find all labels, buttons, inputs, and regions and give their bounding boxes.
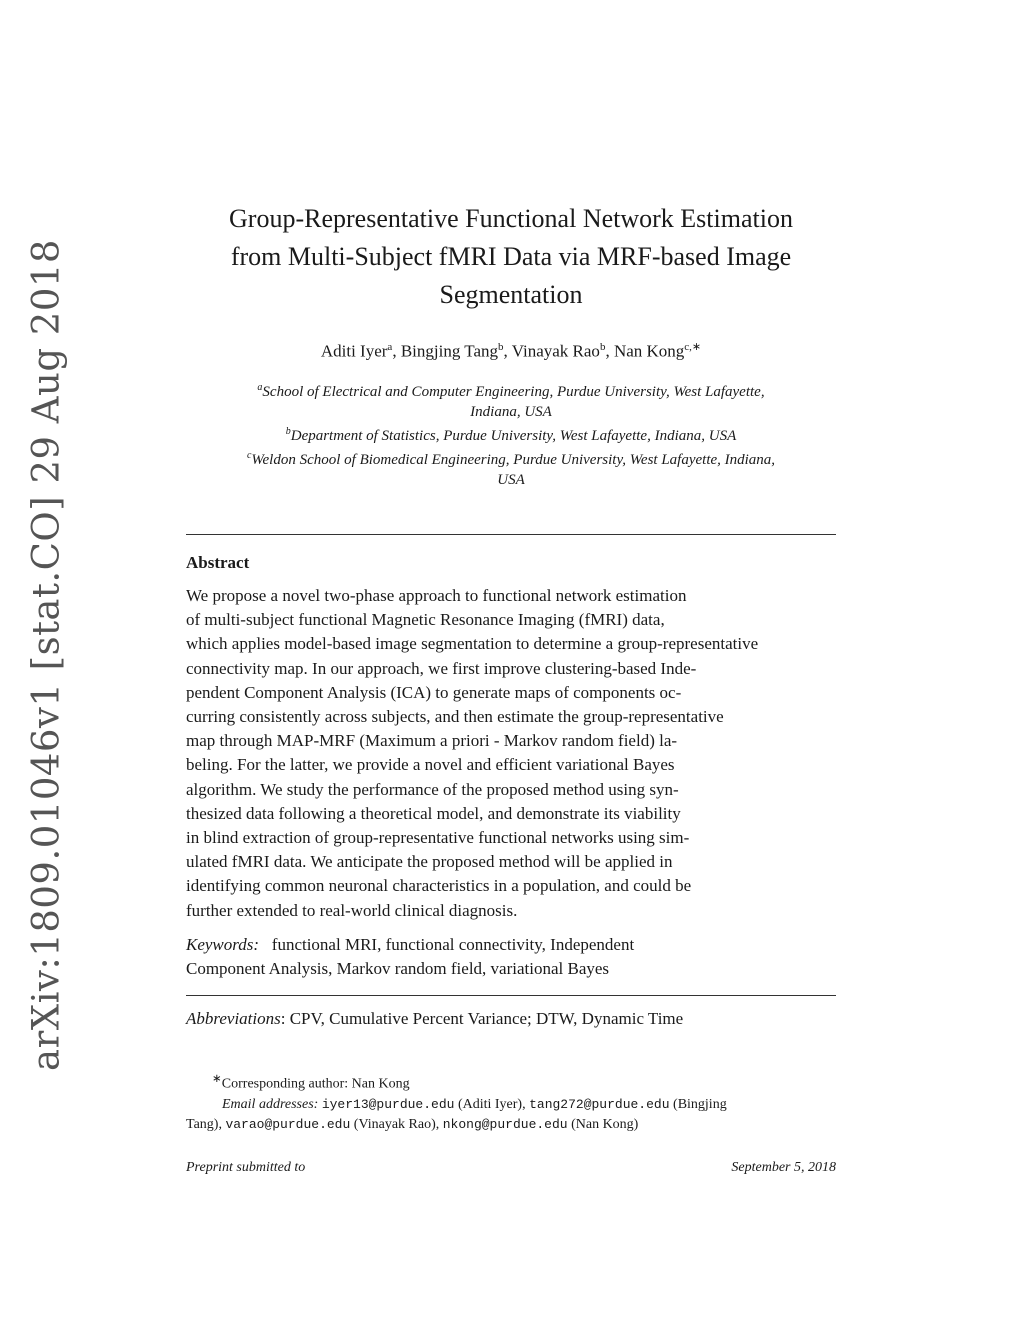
email-owner: (Nan Kong) [567,1116,639,1132]
affil-mark: b [285,426,291,437]
abstract-line: ulated fMRI data. We anticipate the proposed method will be applied in [186,852,673,872]
affiliation-c-cont: USA [497,472,525,488]
title-line: from Multi-Subject fMRI Data via MRF-based Image [230,242,792,271]
abstract-line: identifying common neuronal characteristics in a population, and could be [186,876,692,896]
email-link[interactable]: nkong@purdue.edu [442,1116,568,1132]
abstract-line: of multi-subject functional Magnetic Resonance Imaging (fMRI) data, [186,610,665,630]
email-label: Email addresses: [222,1096,319,1112]
preprint-label: Preprint submitted to [186,1160,306,1175]
author-name: Vinayak Rao [511,341,600,361]
preprint-footer [186,1160,836,1176]
email-owner: (Vinayak Rao), [350,1116,443,1132]
abstract-line: which applies model-based image segmentation to determine a group-representative [186,634,759,654]
paper-title [186,200,836,314]
abstract-top-rule [186,534,836,535]
email-line [186,1115,836,1135]
abstract-line: curring consistently across subjects, and then estimate the group-representative [186,707,724,727]
affiliations [186,378,836,490]
author-separator: , [392,341,401,361]
email-owner: (Aditi Iyer), [454,1096,530,1112]
corresponding-author [186,1069,836,1095]
abbreviations [186,1009,836,1029]
keywords-line: Component Analysis, Markov random field, variational Bayes [186,959,610,978]
email-link[interactable]: iyer13@purdue.edu [321,1096,455,1112]
abstract-line: beling. For the latter, we provide a novel and efficient variational Bayes [186,755,675,775]
footnote [186,1069,836,1135]
abstract-line: pendent Component Analysis (ICA) to generate maps of components oc- [186,682,682,702]
email-line [186,1095,836,1115]
abstract-line: further extended to real-world clinical diagnosis. [186,900,518,920]
affil-text: Weldon School of Biomedical Engineering, Purdue University, West Lafayette, Indiana, [251,452,776,468]
affiliation-c [186,446,836,470]
author-name: Aditi Iyer [320,341,388,361]
abbreviations-text: : CPV, Cumulative Percent Variance; DTW, Dynamic Time [280,1009,684,1028]
title-line: Segmentation [439,280,583,309]
abstract-heading: Abstract [186,553,250,572]
keywords [186,933,836,981]
corresponding-text: Corresponding author: Nan Kong [221,1076,410,1092]
affil-mark: a [257,382,263,393]
abstract-line: thesized data following a theoretical model, and demonstrate its viability [186,803,681,823]
arxiv-stamp: arXiv:1809.01046v1 [stat.CO] 29 Aug 2018 [24,239,68,1071]
abstract-line: algorithm. We study the performance of the proposed method using syn- [186,779,679,799]
author-list [186,340,836,362]
abbreviations-label: Abbreviations [186,1009,281,1028]
affiliation-a-cont: Indiana, USA [470,404,552,420]
keywords-text: functional MRI, functional connectivity, Independent [271,935,635,954]
title-line: Group-Representative Functional Network Estimation [229,204,793,233]
email-link[interactable]: tang272@purdue.edu [529,1096,670,1112]
affil-text: Department of Statistics, Purdue University, West Lafayette, Indiana, USA [290,428,737,444]
email-owner: (Bingjing [669,1096,727,1112]
footnote-star: ∗ [212,1072,222,1085]
preprint-date: September 5, 2018 [731,1160,836,1175]
abstract-line: We propose a novel two-phase approach to functional network estimation [186,586,687,605]
abstract-bottom-rule [186,995,836,996]
abstract-line: map through MAP-MRF (Maximum a priori - Markov random field) la- [186,731,678,751]
author-separator: , [605,341,614,361]
author-separator: , [503,341,512,361]
abstract-line: in blind extraction of group-representative functional networks using sim- [186,828,690,848]
abstract-body [186,584,836,923]
email-link[interactable]: varao@purdue.edu [225,1116,351,1132]
author-name: Nan Kong [613,341,685,361]
author-affil-mark: c,∗ [684,341,702,353]
affil-mark: c [246,450,252,461]
email-owner: Tang), [186,1116,226,1132]
affil-text: School of Electrical and Computer Engineering, Purdue University, West Lafayette, [262,384,765,400]
author-affil-mark: a [387,341,393,353]
author-name: Bingjing Tang [400,341,499,361]
author-affil-mark: b [599,341,606,353]
author-affil-mark: b [498,341,504,353]
abstract-line: connectivity map. In our approach, we first improve clustering-based Inde- [186,658,697,678]
affiliation-b [186,422,836,446]
keywords-label: Keywords: [186,935,260,954]
keywords-line [186,933,836,957]
affiliation-a [186,378,836,402]
